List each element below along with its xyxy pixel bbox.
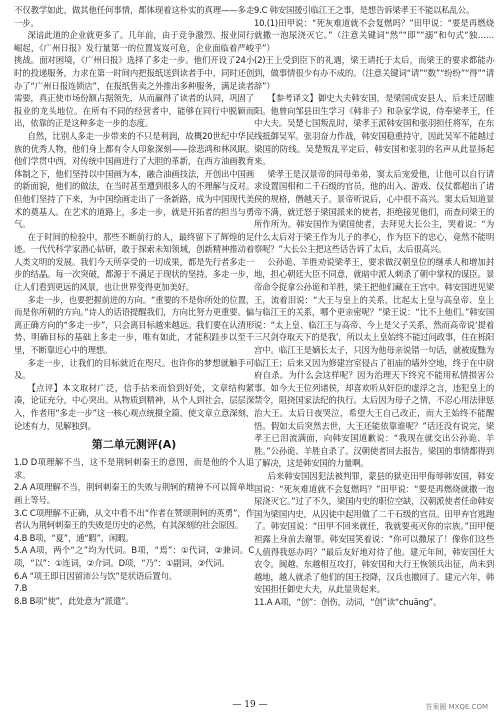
watermark-logo: 答案圈 MXQE.COM bbox=[425, 703, 488, 711]
answer-item: 2.A A项理解不当，荆轲刺秦王的失败与荆轲的精神不可以简单地画上等号。 bbox=[14, 482, 254, 505]
left-essay-text bbox=[14, 4, 254, 432]
right-column bbox=[254, 4, 494, 694]
answer-item: 8.B B项“使”，此处意为“派遣”。 bbox=[14, 595, 134, 606]
paragraph: 10.(1)田甲说：“死灰难道就不会复燃吗？”田甲说：“要是再燃烧就撒一泡尿浇灭它。”（注意关键词“然”“即”“溺”和句式“独……乎”） bbox=[254, 17, 494, 53]
paragraph: 后来韩安国因犯法被判罪，蒙县的狱吏田甲侮辱韩安国，韩安国说：“死灰难道就不会复燃吗？”田甲说：“要是再燃烧就撒一泡尿浇灭它。”过了不久，梁国内史的职位空缺，汉朝派使者任命韩安国为梁国内史，从囚徒中起用做了二千石级的官员。田甲弃官逃跑了。韩安国说：“田甲不回来就任，我就要夷灭你的宗族。”田甲便袒露上身前去谢罪。韩安国笑着说：“你可以撒尿了！像你们这些人值得我惩办吗？”最后友好地对待了他。建元年间，韩安国任大农令。闽越、东越相互攻打，韩安国和大行王恢领兵出征，尚未到越地，越人就杀了他们的国王投降，汉兵也撤回了。建元六年，韩安国担任御史大夫，从此显贵起来。 bbox=[254, 470, 494, 595]
paragraph: 梁孝王是汉景帝的同母弟弟，窦太后宠爱他，让他可以自行请求设置国相和二千石级的官员，他的出入、游戏、仪仗都超出了诸侯的规格，僭越天子。景帝听说后，心中很不高兴。窦太后知道景帝不满，就迁怒于梁国派来的使者，拒绝接见他们，而查问梁王的所作所为。韩安国作为梁国使者，去拜见大长公主，哭着说：“为什么太后对于梁王作为儿子的孝心，作为臣下的忠心，竟然不能明察呢？”大长公主把这些话告诉了太后，太后很高兴。 bbox=[254, 168, 494, 255]
answer-item: 7.B bbox=[14, 583, 28, 594]
section-title: 第二单元测评(A) bbox=[91, 438, 177, 452]
paragraph: 自然，比别人多走一步带来的不只是利润，故概20世纪中华民族的优秀人物，他们身上都有令人印象深刻——徐悲鸿和林风眠。他们学贯中西，对传统中国画进行了大胆的革新，在西方油画教育体制之下，他们坚持以中国画为本，融合油画技法，开创出中国画的新面貌，他们的做法，在当时甚至遭到很多人的不理解与反对。但他们坚持了下来，为中国绘画走出了一条新路，成为中国现代美术的奠基人。在艺术的道路上，多走一步，就是开拓者的担当与勇气。 bbox=[14, 130, 254, 230]
answer-item: 6.A “项王即日因留沛公与饮”是状语后置句。 bbox=[14, 570, 177, 581]
paragraph: 【点评】本文取材广泛，信手拈来而恰到好处，文章结构紧凑，论证充分，中心突出。从物质到精神，从个人到社会，层层深入，作者用“多走一步”这一核心观点统摄全篇，使文章立意深刻，论述有力，见解独到。 bbox=[14, 382, 254, 431]
page-number: — 19 — bbox=[232, 700, 268, 710]
left-column bbox=[14, 4, 254, 694]
paragraph: 9.C 韩安国援引临江王之事，是想告诉梁孝王不能以私乱公。 bbox=[254, 5, 475, 15]
paragraph: 深谙此道的企业就更多了。几年前，由于竞争激烈、报业同行崛起，《广州日报》发行量第一的位置岌岌可危，企业面临着严峻挑战。面对困境，《广州日报》选择了多走一步。他们开设了24小时的投递服务，力求在第一时间内把报纸送到读者手中，同时还创办了“广州日报连锁店”，在报纸售卖之外推出多种服务，满足读者需要，真正使市场份额占据领先，从而赢得了读者的认同，巩固了报业的龙头地位。在所有不同的经营者中，能够在同行中脱颖而出，依靠的正是这种多走一步的态度。 bbox=[14, 30, 254, 129]
paragraph: 11.A A项，“创”：创伤，动词，“创”读“chuāng”。 bbox=[254, 596, 442, 607]
answer-item: 5.A A项，两个“之”均为代词。B项，“焉”：①代词，②兼词。C项，“以”：①连词，②介词。D项，“乃”：①副词，②代词。 bbox=[14, 545, 254, 568]
answer-item: 1.D D项理解不当，这不是荆轲刺秦王的意图，而是他的个人追求。 bbox=[14, 457, 254, 480]
paragraph: 多走一步，也要把握前进的方向。“重要的不是你所处的位置，而是你所朝的方向。”诗人的话语提醒我们，方向比努力更重要。偏离正确方向的“多走一步”，只会离目标越来越远。我们要在认清形势、明确目标的基础上多走一步，唯有如此，才能积跬步以至千里，不断靠近心中的理想。 bbox=[14, 294, 254, 356]
answer-item: 3.C C项理解不正确，从文中看不出“作者在赞颂荆轲的英勇”，作者认为荆轲刺秦王的失败是历史的必然，有其深刻的社会原因。 bbox=[14, 507, 254, 531]
answer-item: 4.B B项，“夏”，通“暇”，闲暇。 bbox=[14, 532, 134, 543]
paragraph: 在于时间的检验中，那些不断前行的人，最终留下了辉煌的足迹。一代代科学家潜心钻研，敢于探索未知领域，创新精神推动着人类文明的发展。我们今天所享受的一切成果，都是先行者多走一步的结晶。每一次突破，都源于不满足于现状的坚持。多走一步，让人们看到更远的风景，也让世界变得更加美好。 bbox=[14, 231, 254, 293]
right-answer-text bbox=[254, 4, 494, 609]
paragraph: 公孙诡、羊胜劝说梁孝王，要求做汉朝皇位的继承人和增加封地，担心朝廷大臣不同意，就暗中派人刺杀了朝中掌权的谋臣。景帝命令捉拿公孙诡和羊胜，梁王把他们藏在王宫中。韩安国进见梁王，流着泪说：“大王与皇上的关系，比起太上皇与高皇帝、皇上与临江王的关系，哪个更亲密呢？”梁王说：“比不上他们。”韩安国说：“太上皇、临江王与高帝、今上是父子关系，然而高帝说‘提着三尺剑夺取天下的是我’，所以太上皇始终不能过问政事，住在栎阳宫中。临江王是嫡长太子，只因为他母亲说错一句话，就被废黜为临江王；后来又因为修建宫室侵占了祖庙的墙外空地，终于在中尉府自杀。为什么会这样呢？因为治理天下终究不能用私情损害公事。如今大王位列诸侯，却喜欢听从奸臣的虚浮之言，违犯皇上的禁令，阻挠国家法纪的执行。太后因为母子之情，不忍心用法律惩治大王。太后日夜哭泣，希望大王自己改正，而大王始终不能醒悟。假如太后突然去世，大王还能依靠谁呢？”话还没有说完，梁孝王已泪流满面，向韩安国道歉说：“我现在就交出公孙诡、羊胜。”公孙诡、羊胜自杀了。汉朝使者回去报告，梁国的事情都得到了解决，这是韩安国的力量啊。 bbox=[254, 256, 494, 469]
paragraph: 不仅教学如此，做其他任何事情，都体现着这朴实的真理——多走一步。 bbox=[14, 5, 254, 28]
paragraph: (2)王上受到臣下的礼遇，梁王请托于太后，而梁王的要求都能办到，做事情很少有办不成的。（注意关键词“请”“数”“纷纷”“得”“请辞”） bbox=[254, 55, 494, 91]
paragraph: 多走一步，让我们的目标就近在咫尺。也许你的梦想就触手可及。 bbox=[14, 357, 254, 381]
answer-list bbox=[14, 456, 254, 607]
paragraph: 【参考译文】御史大夫韩安国，是梁国成安县人，后来迁居睢阳。他曾向邹县田生学习《韩非子》和杂家学说，侍奉梁孝王，任中大夫。吴楚七国叛乱时，梁孝王派韩安国和张羽担任将军，在东线抵御吴军。张羽奋力作战，韩安国稳重持守，因此吴军不能越过梁国的防线。吴楚叛乱平定后，韩安国和张羽的名声从此显扬起来。 bbox=[254, 93, 494, 167]
